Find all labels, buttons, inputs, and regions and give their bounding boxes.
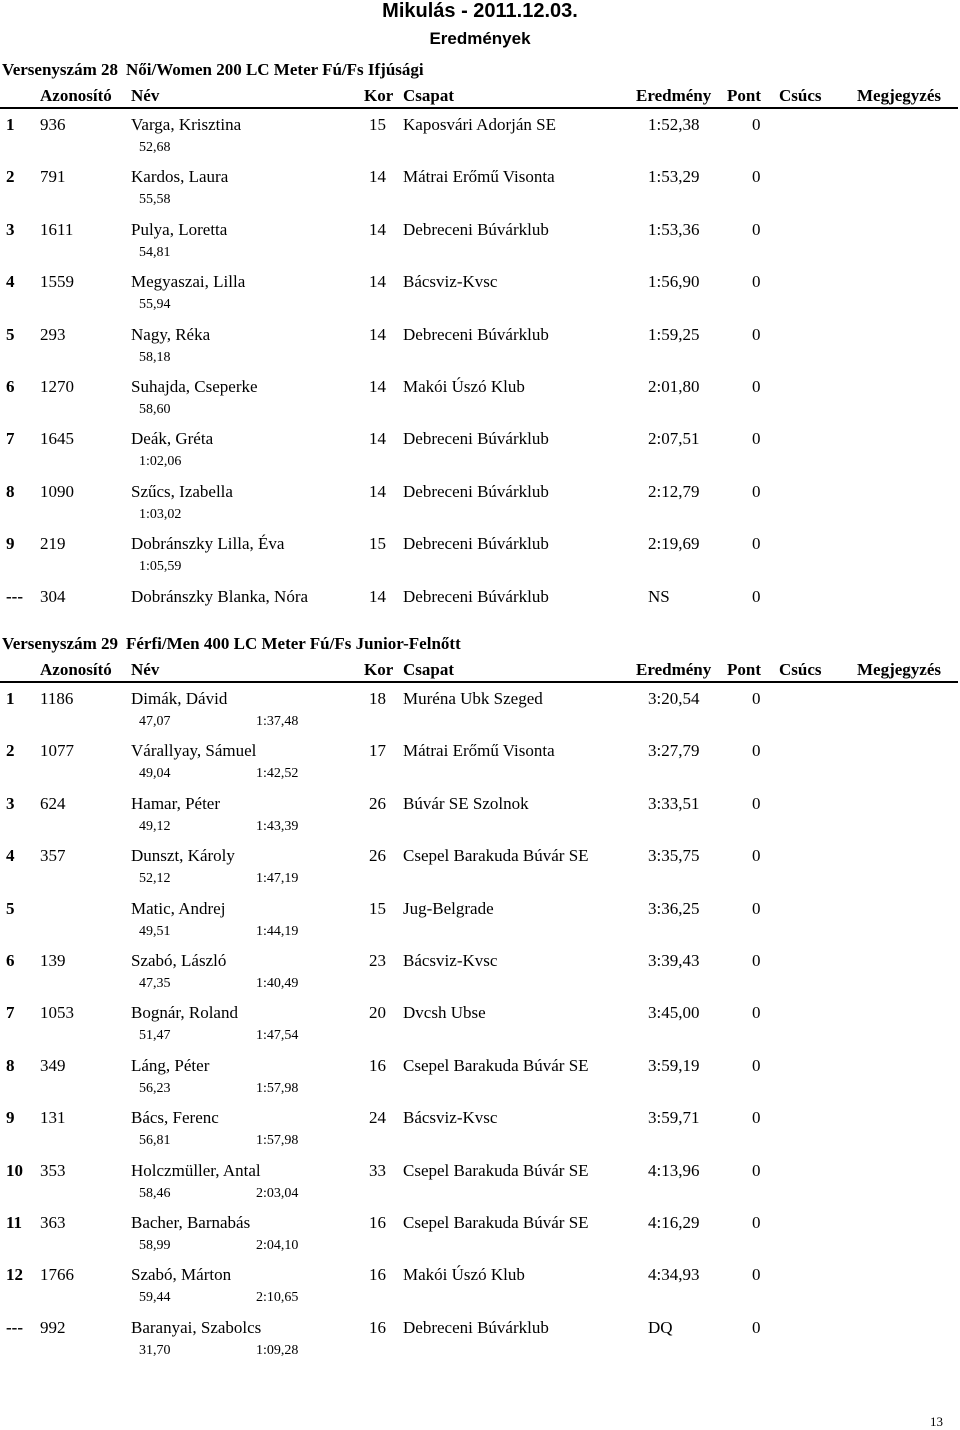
- result-row: [0, 688, 960, 740]
- row-result: DQ: [648, 1317, 673, 1337]
- row-result: 2:12,79: [648, 481, 700, 501]
- column-header-note: Megjegyzés: [857, 660, 942, 679]
- column-header-row: [0, 659, 958, 683]
- row-result: NS: [648, 586, 670, 606]
- row-place: 6: [6, 377, 15, 396]
- split-time-2: 1:47,54: [256, 1028, 299, 1044]
- row-club: Mátrai Erőmű Visonta: [403, 741, 555, 761]
- row-place: 1: [6, 689, 15, 708]
- split-time-2: 1:43,39: [256, 818, 299, 834]
- row-place: 2: [6, 167, 15, 187]
- result-row: [0, 898, 960, 950]
- row-id: 293: [40, 324, 66, 344]
- row-place: 9: [6, 1108, 15, 1128]
- row-club: Mátrai Erőmű Visonta: [403, 167, 555, 187]
- row-result: 1:52,38: [648, 115, 700, 134]
- row-name: Szabó, Márton: [131, 1265, 232, 1285]
- row-id: 791: [40, 167, 66, 187]
- row-points: 0: [752, 324, 761, 344]
- column-header-name: Név: [131, 86, 160, 105]
- row-id: 1766: [40, 1265, 74, 1285]
- split-time-1: 56,81: [139, 1133, 171, 1149]
- column-header-points: Pont: [727, 660, 761, 679]
- row-place: 8: [6, 1055, 15, 1075]
- row-points: 0: [752, 377, 761, 396]
- row-place: 3: [6, 793, 15, 813]
- row-age: 15: [369, 534, 386, 554]
- split-time-1: 49,12: [139, 818, 171, 834]
- row-id: 349: [40, 1055, 66, 1075]
- row-id: 624: [40, 793, 66, 813]
- row-age: 26: [369, 846, 386, 866]
- row-age: 16: [369, 1265, 386, 1285]
- row-result: 1:53,36: [648, 219, 700, 239]
- column-header-club: Csapat: [403, 660, 455, 679]
- row-club: Bácsviz-Kvsc: [403, 1108, 498, 1128]
- row-result: 4:16,29: [648, 1213, 700, 1232]
- row-name: Hamar, Péter: [131, 793, 221, 813]
- row-age: 15: [369, 115, 386, 134]
- page-subtitle: Eredmények: [429, 29, 531, 48]
- row-points: 0: [752, 1003, 761, 1023]
- result-row: [0, 586, 960, 638]
- column-header-row: [0, 85, 958, 109]
- split-time-1: 55,58: [139, 192, 171, 208]
- column-header-id: Azonosító: [40, 660, 112, 679]
- row-place: 4: [6, 846, 15, 866]
- row-place: 5: [6, 898, 15, 918]
- split-time-1: 52,12: [139, 871, 171, 887]
- result-row: [0, 219, 960, 271]
- split-time-1: 31,70: [139, 1342, 171, 1358]
- column-header-name: Név: [131, 660, 160, 679]
- split-time-1: 47,07: [139, 714, 171, 729]
- row-points: 0: [752, 951, 761, 970]
- row-id: 363: [40, 1213, 66, 1232]
- row-id: 1186: [40, 689, 74, 708]
- row-club: Csepel Barakuda Búvár SE: [403, 846, 589, 866]
- row-points: 0: [752, 1213, 761, 1232]
- result-row: [0, 1212, 960, 1264]
- row-club: Debreceni Búvárklub: [403, 534, 549, 554]
- row-id: 1645: [40, 429, 74, 449]
- row-age: 23: [369, 951, 386, 970]
- row-result: 2:01,80: [648, 377, 700, 396]
- row-club: Dvcsh Ubse: [403, 1003, 486, 1023]
- result-row: [0, 1055, 960, 1107]
- row-club: Csepel Barakuda Búvár SE: [403, 1213, 589, 1232]
- row-result: 2:19,69: [648, 534, 700, 554]
- row-id: 1077: [40, 741, 74, 761]
- row-place: 8: [6, 481, 15, 501]
- row-result: 3:33,51: [648, 793, 700, 813]
- row-place: 11: [6, 1213, 23, 1232]
- event-title: [2, 633, 461, 655]
- split-time-2: 1:44,19: [256, 923, 299, 939]
- split-time-2: 1:57,98: [256, 1080, 299, 1096]
- row-name: Suhajda, Cseperke: [131, 377, 258, 396]
- row-club: Csepel Barakuda Búvár SE: [403, 1055, 589, 1075]
- row-age: 17: [369, 741, 386, 761]
- split-time-2: 1:57,98: [256, 1133, 299, 1149]
- column-header-points: Pont: [727, 86, 761, 105]
- result-row: [0, 1160, 960, 1212]
- event-number: Versenyszám 29: [2, 634, 118, 653]
- result-row: [0, 1317, 960, 1369]
- row-result: 1:59,25: [648, 324, 700, 344]
- row-age: 18: [369, 689, 386, 708]
- row-name: Megyaszai, Lilla: [131, 272, 246, 292]
- row-club: Makói Úszó Klub: [403, 377, 525, 396]
- split-time-1: 58,99: [139, 1238, 171, 1253]
- row-points: 0: [752, 846, 761, 866]
- split-time-1: 1:05,59: [139, 559, 182, 575]
- row-id: 219: [40, 534, 66, 554]
- split-time-1: 49,04: [139, 766, 171, 782]
- event-name: Női/Women 200 LC Meter Fú/Fs Ifjúsági: [126, 60, 424, 79]
- row-points: 0: [752, 1317, 761, 1337]
- row-club: Debreceni Búvárklub: [403, 219, 549, 239]
- row-points: 0: [752, 1160, 761, 1180]
- split-time-1: 58,46: [139, 1185, 171, 1201]
- row-id: 1611: [40, 219, 74, 239]
- row-name: Láng, Péter: [131, 1055, 210, 1075]
- row-age: 16: [369, 1055, 386, 1075]
- row-points: 0: [752, 1108, 761, 1128]
- row-result: 4:13,96: [648, 1160, 700, 1180]
- row-club: Bácsviz-Kvsc: [403, 951, 498, 970]
- row-result: 3:39,43: [648, 951, 700, 970]
- split-time-1: 56,23: [139, 1080, 171, 1096]
- row-age: 14: [369, 324, 386, 344]
- row-points: 0: [752, 689, 761, 708]
- row-name: Baranyai, Szabolcs: [131, 1317, 262, 1337]
- column-header-note: Megjegyzés: [857, 86, 942, 105]
- row-age: 33: [369, 1160, 386, 1180]
- split-time-1: 52,68: [139, 140, 171, 155]
- page-title: Mikulás - 2011.12.03.: [382, 0, 578, 22]
- row-id: 353: [40, 1160, 66, 1180]
- row-club: Debreceni Búvárklub: [403, 586, 549, 606]
- row-name: Várallyay, Sámuel: [131, 741, 257, 761]
- row-name: Pulya, Loretta: [131, 219, 228, 239]
- result-row: [0, 166, 960, 218]
- row-name: Kardos, Laura: [131, 167, 229, 187]
- row-club: Debreceni Búvárklub: [403, 1317, 549, 1337]
- split-time-2: 2:03,04: [256, 1185, 299, 1201]
- row-result: 3:45,00: [648, 1003, 700, 1023]
- row-result: 3:35,75: [648, 846, 700, 866]
- row-points: 0: [752, 167, 761, 187]
- split-time-1: 51,47: [139, 1028, 171, 1044]
- split-time-1: 47,35: [139, 976, 171, 991]
- row-name: Nagy, Réka: [131, 324, 211, 344]
- row-place: 10: [6, 1160, 23, 1180]
- row-club: Bácsviz-Kvsc: [403, 272, 498, 292]
- split-time-2: 2:10,65: [256, 1290, 299, 1306]
- result-row: [0, 324, 960, 376]
- row-club: Debreceni Búvárklub: [403, 481, 549, 501]
- row-name: Szűcs, Izabella: [131, 481, 233, 501]
- split-time-1: 58,60: [139, 402, 171, 417]
- row-place: 9: [6, 534, 15, 554]
- row-age: 14: [369, 377, 386, 396]
- row-place: 3: [6, 219, 15, 239]
- result-row: [0, 481, 960, 533]
- row-name: Matic, Andrej: [131, 898, 226, 918]
- row-points: 0: [752, 429, 761, 449]
- row-name: Bognár, Roland: [131, 1003, 238, 1023]
- row-result: 3:59,71: [648, 1108, 700, 1128]
- row-place: 1: [6, 115, 15, 134]
- split-time-2: 1:09,28: [256, 1342, 299, 1358]
- row-place: 12: [6, 1265, 23, 1285]
- result-row: [0, 1264, 960, 1316]
- result-row: [0, 845, 960, 897]
- row-points: 0: [752, 1055, 761, 1075]
- row-age: 14: [369, 429, 386, 449]
- row-name: Dimák, Dávid: [131, 689, 228, 708]
- row-result: 4:34,93: [648, 1265, 700, 1285]
- result-row: [0, 1002, 960, 1054]
- row-name: Deák, Gréta: [131, 429, 214, 449]
- row-points: 0: [752, 481, 761, 501]
- row-result: 2:07,51: [648, 429, 700, 449]
- result-row: [0, 793, 960, 845]
- split-time-1: 55,94: [139, 297, 171, 313]
- event-name: Férfi/Men 400 LC Meter Fú/Fs Junior-Felnőtt: [126, 634, 461, 653]
- row-points: 0: [752, 219, 761, 239]
- row-name: Holczmüller, Antal: [131, 1160, 261, 1180]
- column-header-age: Kor: [364, 86, 394, 105]
- row-age: 15: [369, 898, 386, 918]
- column-header-age: Kor: [364, 660, 394, 679]
- row-result: 1:56,90: [648, 272, 700, 292]
- row-id: 936: [40, 115, 66, 134]
- row-place: ---: [6, 1317, 23, 1337]
- row-place: 7: [6, 1003, 15, 1023]
- row-club: Kaposvári Adorján SE: [403, 115, 556, 134]
- column-header-record: Csúcs: [779, 660, 822, 679]
- row-result: 3:36,25: [648, 898, 700, 918]
- row-club: Búvár SE Szolnok: [403, 793, 529, 813]
- row-points: 0: [752, 586, 761, 606]
- row-name: Dunszt, Károly: [131, 846, 235, 866]
- row-name: Varga, Krisztina: [131, 115, 242, 134]
- column-header-result: Eredmény: [636, 660, 712, 679]
- result-row: [0, 533, 960, 585]
- row-age: 20: [369, 1003, 386, 1023]
- result-row: [0, 376, 960, 428]
- row-age: 24: [369, 1108, 386, 1128]
- row-id: 1270: [40, 377, 74, 396]
- split-time-1: 54,81: [139, 244, 171, 260]
- event-number: Versenyszám 28: [2, 60, 118, 79]
- column-header-record: Csúcs: [779, 86, 822, 105]
- row-id: 131: [40, 1108, 66, 1128]
- split-time-1: 58,18: [139, 349, 171, 365]
- row-id: 304: [40, 586, 66, 606]
- row-name: Bacher, Barnabás: [131, 1213, 251, 1232]
- row-id: 1090: [40, 481, 74, 501]
- row-age: 16: [369, 1213, 386, 1232]
- split-time-2: 1:40,49: [256, 976, 299, 991]
- row-name: Dobránszky Lilla, Éva: [131, 534, 285, 554]
- row-id: 1559: [40, 272, 74, 292]
- row-place: ---: [6, 586, 23, 606]
- split-time-1: 49,51: [139, 923, 171, 939]
- row-result: 3:59,19: [648, 1055, 700, 1075]
- row-points: 0: [752, 534, 761, 554]
- row-place: 5: [6, 324, 15, 344]
- row-result: 3:27,79: [648, 741, 700, 761]
- row-result: 1:53,29: [648, 167, 700, 187]
- row-points: 0: [752, 741, 761, 761]
- row-name: Dobránszky Blanka, Nóra: [131, 586, 309, 606]
- row-place: 7: [6, 429, 15, 449]
- row-points: 0: [752, 115, 761, 134]
- result-row: [0, 740, 960, 792]
- split-time-2: 1:42,52: [256, 766, 299, 782]
- result-row: [0, 114, 960, 166]
- split-time-1: 1:02,06: [139, 454, 182, 470]
- row-place: 4: [6, 272, 15, 292]
- row-points: 0: [752, 1265, 761, 1285]
- row-result: 3:20,54: [648, 689, 700, 708]
- row-name: Szabó, László: [131, 951, 227, 970]
- row-club: Debreceni Búvárklub: [403, 324, 549, 344]
- row-age: 26: [369, 793, 386, 813]
- result-row: [0, 1107, 960, 1159]
- row-id: 1053: [40, 1003, 74, 1023]
- split-time-2: 1:37,48: [256, 714, 299, 729]
- split-time-2: 1:47,19: [256, 871, 299, 887]
- row-points: 0: [752, 272, 761, 292]
- row-id: 357: [40, 846, 66, 866]
- split-time-1: 59,44: [139, 1290, 171, 1306]
- row-club: Csepel Barakuda Búvár SE: [403, 1160, 589, 1180]
- result-row: [0, 271, 960, 323]
- row-club: Debreceni Búvárklub: [403, 429, 549, 449]
- row-age: 14: [369, 481, 386, 501]
- event-title: [2, 59, 424, 81]
- split-time-1: 1:03,02: [139, 506, 182, 522]
- row-name: Bács, Ferenc: [131, 1108, 219, 1128]
- row-place: 6: [6, 951, 15, 970]
- row-club: Muréna Ubk Szeged: [403, 689, 543, 708]
- result-row: [0, 428, 960, 480]
- row-id: 139: [40, 951, 66, 970]
- row-place: 2: [6, 741, 15, 761]
- row-points: 0: [752, 898, 761, 918]
- row-age: 16: [369, 1317, 386, 1337]
- row-age: 14: [369, 272, 386, 292]
- column-header-id: Azonosító: [40, 86, 112, 105]
- split-time-2: 2:04,10: [256, 1238, 299, 1253]
- row-age: 14: [369, 219, 386, 239]
- column-header-club: Csapat: [403, 86, 455, 105]
- row-points: 0: [752, 793, 761, 813]
- row-age: 14: [369, 167, 386, 187]
- row-club: Jug-Belgrade: [403, 898, 494, 918]
- row-club: Makói Úszó Klub: [403, 1265, 525, 1285]
- row-age: 14: [369, 586, 386, 606]
- result-row: [0, 950, 960, 1002]
- column-header-result: Eredmény: [636, 86, 712, 105]
- page-number: 13: [930, 1414, 943, 1429]
- row-id: 992: [40, 1317, 66, 1337]
